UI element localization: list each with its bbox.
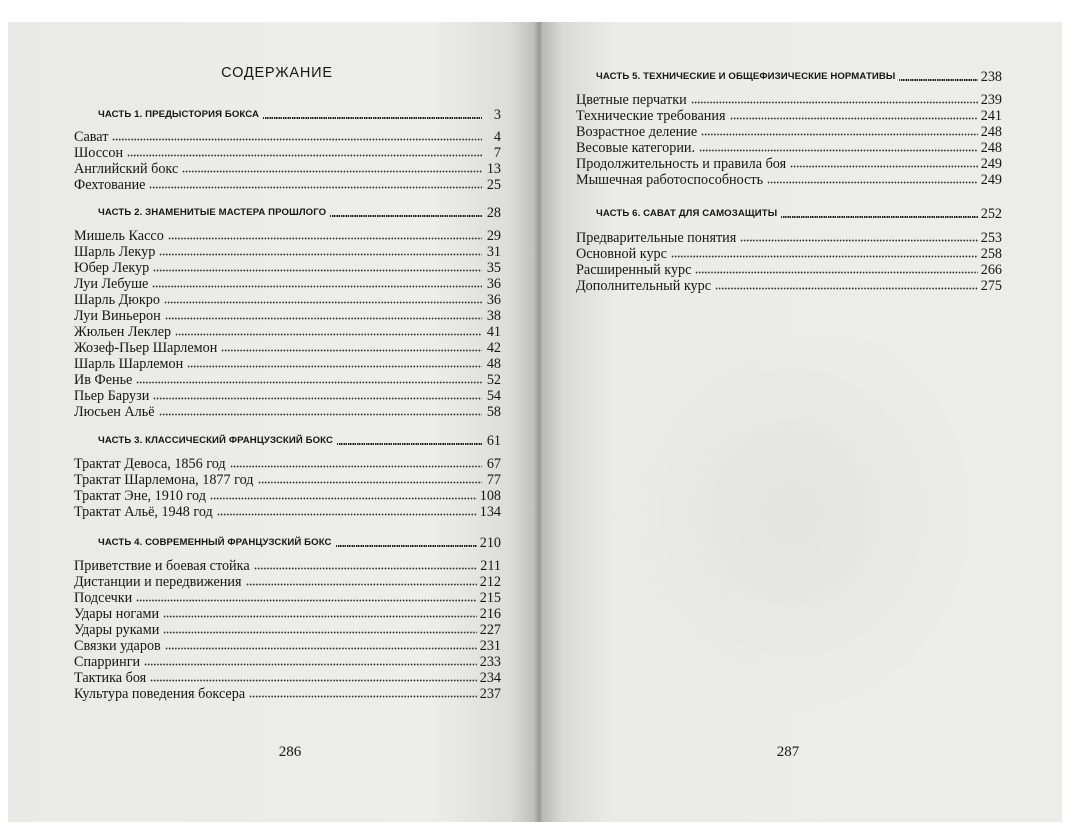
part-title: ЧАСТЬ 4. СОВРЕМЕННЫЙ ФРАНЦУЗСКИЙ БОКС (98, 537, 332, 548)
toc-entry (74, 456, 501, 472)
entry-page: 29 (486, 228, 501, 244)
entry-title: Сават (74, 129, 109, 145)
entry-title: Предварительные понятия (576, 230, 737, 246)
entry-title: Удары руками (74, 622, 160, 638)
entry-title: Луи Лебуше (74, 276, 149, 292)
part-title: ЧАСТЬ 2. ЗНАМЕНИТЫЕ МАСТЕРА ПРОШЛОГО (98, 207, 327, 218)
toc-entry (74, 177, 501, 193)
page-number: 286 (278, 744, 302, 760)
entry-page: 249 (980, 156, 1002, 172)
right-page (542, 22, 1062, 822)
entry-title: Мишель Кассо (74, 228, 164, 244)
toc-entry (74, 292, 501, 308)
entry-title: Цветные перчатки (576, 92, 687, 108)
toc-entry (576, 278, 1002, 294)
entry-title: Трактат Альё, 1948 год (74, 504, 213, 520)
entry-title: Приветствие и боевая стойка (74, 558, 250, 574)
part-title: ЧАСТЬ 3. КЛАССИЧЕСКИЙ ФРАНЦУЗСКИЙ БОКС (98, 435, 334, 446)
entry-page: 234 (479, 670, 501, 686)
toc-entry (74, 472, 501, 488)
toc-entry (74, 686, 501, 702)
toc-entry (74, 574, 501, 590)
entry-title: Трактат Шарлемона, 1877 год (74, 472, 254, 488)
entry-page: 36 (486, 276, 501, 292)
toc-entry (74, 276, 501, 292)
toc-entry (576, 246, 1002, 262)
toc-entry (74, 260, 501, 276)
entry-page: 52 (486, 372, 501, 388)
left-page (8, 22, 536, 822)
toc-entry (74, 356, 501, 372)
entry-title: Культура поведения боксера (74, 686, 246, 702)
entry-page: 248 (980, 140, 1002, 156)
toc-entry (74, 670, 501, 686)
entry-title: Удары ногами (74, 606, 160, 622)
entry-title: Шоссон (74, 145, 124, 161)
toc-entry (74, 558, 501, 574)
entry-title: Подсечки (74, 590, 133, 606)
entry-page: 212 (479, 574, 501, 590)
entry-page: 38 (486, 308, 501, 324)
part-page: 238 (980, 69, 1002, 85)
part-title: ЧАСТЬ 6. САВАТ ДЛЯ САМОЗАЩИТЫ (596, 208, 778, 219)
toc-entry (74, 388, 501, 404)
toc-entry (74, 244, 501, 260)
entry-page: 233 (479, 654, 501, 670)
toc-entry (74, 622, 501, 638)
toc-part-1 (98, 107, 501, 123)
toc-entry (74, 404, 501, 420)
toc-entry (576, 156, 1002, 172)
entry-title: Технические требования (576, 108, 726, 124)
toc-entry (576, 140, 1002, 156)
toc-entry (74, 161, 501, 177)
entry-page: 41 (486, 324, 501, 340)
toc-part-6 (596, 206, 1002, 222)
entry-page: 25 (486, 177, 501, 193)
entry-page: 253 (980, 230, 1002, 246)
part-page: 252 (980, 206, 1002, 222)
entry-page: 54 (486, 388, 501, 404)
entry-page: 108 (479, 488, 501, 504)
entry-title: Луи Виньерон (74, 308, 161, 324)
entry-page: 215 (479, 590, 501, 606)
part-page: 210 (479, 535, 501, 551)
entry-page: 258 (980, 246, 1002, 262)
entry-title: Тактика боя (74, 670, 147, 686)
entry-page: 134 (479, 504, 501, 520)
entry-page: 211 (480, 558, 501, 574)
entry-title: Дистанции и передвижения (74, 574, 242, 590)
entry-title: Дополнительный курс (576, 278, 712, 294)
entry-title: Ив Фенье (74, 372, 133, 388)
entry-page: 249 (980, 172, 1002, 188)
entry-title: Мышечная работоспособность (576, 172, 764, 188)
entry-page: 248 (980, 124, 1002, 140)
entry-page: 36 (486, 292, 501, 308)
toc-entry (576, 108, 1002, 124)
toc-entry (576, 124, 1002, 140)
entry-title: Юбер Лекур (74, 260, 150, 276)
entry-page: 241 (980, 108, 1002, 124)
entry-page: 266 (980, 262, 1002, 278)
entry-title: Основной курс (576, 246, 667, 262)
entry-page: 35 (486, 260, 501, 276)
toc-part-2 (98, 205, 501, 221)
part-page: 28 (486, 205, 501, 221)
toc-entry (74, 340, 501, 356)
toc-part-4 (98, 535, 501, 551)
toc-entry (74, 145, 501, 161)
toc-entry (74, 372, 501, 388)
entry-page: 275 (980, 278, 1002, 294)
entry-page: 231 (479, 638, 501, 654)
entry-page: 237 (479, 686, 501, 702)
toc-entry (576, 262, 1002, 278)
entry-title: Спарринги (74, 654, 141, 670)
toc-entry (74, 590, 501, 606)
toc-entry (576, 230, 1002, 246)
entry-title: Фехтование (74, 177, 146, 193)
toc-entry (74, 324, 501, 340)
entry-page: 216 (479, 606, 501, 622)
entry-title: Пьер Барузи (74, 388, 150, 404)
entry-page: 42 (486, 340, 501, 356)
toc-entry (74, 228, 501, 244)
entry-title: Жюльен Леклер (74, 324, 172, 340)
toc-entry (74, 606, 501, 622)
toc-part-5 (596, 69, 1002, 85)
entry-title: Шарль Шарлемон (74, 356, 184, 372)
entry-page: 31 (486, 244, 501, 260)
entry-page: 4 (493, 129, 501, 145)
entry-title: Продолжительность и правила боя (576, 156, 787, 172)
entry-page: 13 (486, 161, 501, 177)
entry-page: 7 (493, 145, 501, 161)
entry-page: 239 (980, 92, 1002, 108)
entry-title: Шарль Дюкро (74, 292, 160, 308)
entry-title: Трактат Эне, 1910 год (74, 488, 206, 504)
toc-entry (576, 92, 1002, 108)
entry-page: 227 (479, 622, 501, 638)
part-page: 3 (493, 107, 501, 123)
toc-entry (74, 488, 501, 504)
toc-entry (576, 172, 1002, 188)
toc-entry (74, 504, 501, 520)
bleed-through-shadow (602, 342, 982, 722)
entry-title: Весовые категории. (576, 140, 696, 156)
entry-title: Люсьен Альё (74, 404, 155, 420)
page-number: 287 (776, 744, 800, 760)
toc-entry (74, 308, 501, 324)
entry-title: Шарль Лекур (74, 244, 156, 260)
toc-entry (74, 129, 501, 145)
entry-page: 67 (486, 456, 501, 472)
entry-page: 58 (486, 404, 501, 420)
part-page: 61 (486, 433, 501, 449)
entry-title: Возрастное деление (576, 124, 698, 140)
toc-heading: СОДЕРЖАНИЕ (221, 65, 333, 81)
part-title: ЧАСТЬ 5. ТЕХНИЧЕСКИЕ И ОБЩЕФИЗИЧЕСКИЕ НОРМАТИВЫ (596, 71, 896, 82)
entry-title: Жозеф-Пьер Шарлемон (74, 340, 218, 356)
entry-page: 77 (486, 472, 501, 488)
entry-title: Связки ударов (74, 638, 161, 654)
entry-title: Английский бокс (74, 161, 179, 177)
entry-title: Расширенный курс (576, 262, 692, 278)
entry-page: 48 (486, 356, 501, 372)
toc-entry (74, 654, 501, 670)
toc-entry (74, 638, 501, 654)
part-title: ЧАСТЬ 1. ПРЕДЫСТОРИЯ БОКСА (98, 109, 260, 120)
entry-title: Трактат Девоса, 1856 год (74, 456, 226, 472)
toc-part-3 (98, 433, 501, 449)
